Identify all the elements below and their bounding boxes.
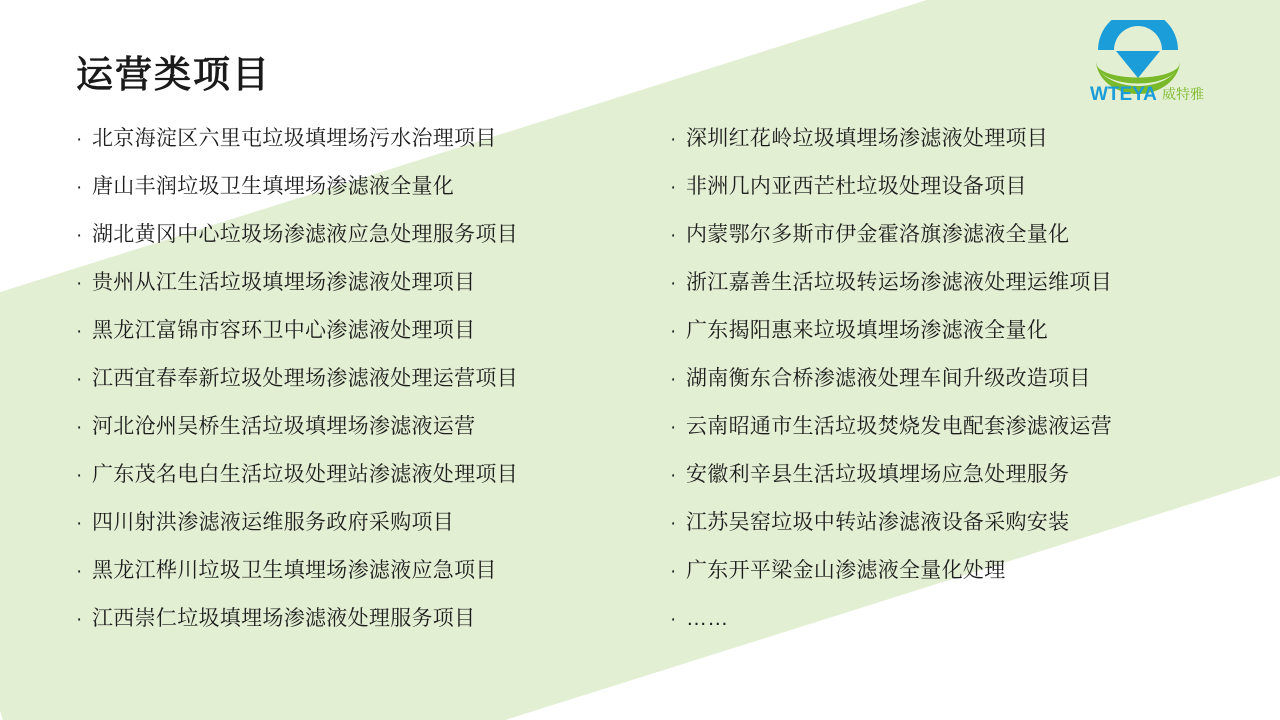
list-item-label: 内蒙鄂尔多斯市伊金霍洛旗渗滤液全量化 [686,223,1070,246]
list-item-label: 湖南衡东合桥渗滤液处理车间升级改造项目 [686,367,1091,390]
project-columns [76,128,1206,656]
list-item [670,368,1206,389]
right-project-list [670,128,1206,656]
bullet-icon: · [76,273,83,294]
list-item-label: 云南昭通市生活垃圾焚烧发电配套渗滤液运营 [686,415,1112,438]
list-item-label: 北京海淀区六里屯垃圾填埋场污水治理项目 [92,127,497,150]
list-item [670,512,1206,533]
list-item [670,560,1206,581]
list-item [670,224,1206,245]
list-item-label: 江西崇仁垃圾填埋场渗滤液处理服务项目 [92,607,476,630]
page-title: 运营类项目 [76,54,271,95]
list-item-label: 湖北黄冈中心垃圾场渗滤液应急处理服务项目 [92,223,518,246]
bullet-icon: · [670,321,677,342]
list-item-label: 安徽利辛县生活垃圾填埋场应急处理服务 [686,463,1070,486]
bullet-icon: · [76,465,83,486]
list-item-label: 浙江嘉善生活垃圾转运场渗滤液处理运维项目 [686,271,1112,294]
bullet-icon: · [76,177,83,198]
bullet-icon: · [670,369,677,390]
list-item-label: 河北沧州吴桥生活垃圾填埋场渗滤液运营 [92,415,476,438]
list-item [76,512,612,533]
list-item-label: 非洲几内亚西芒杜垃圾处理设备项目 [686,175,1027,198]
bullet-icon: · [670,417,677,438]
logo-wordmark: WTEYA [1090,84,1157,105]
list-item-label: 广东揭阳惠来垃圾填埋场渗滤液全量化 [686,319,1049,342]
list-item [76,368,612,389]
list-item-label: 广东开平梁金山渗滤液全量化处理 [686,559,1006,582]
list-item-label: 黑龙江桦川垃圾卫生填埋场渗滤液应急项目 [92,559,497,582]
bullet-icon: · [76,225,83,246]
bullet-icon: · [670,177,677,198]
list-item [76,464,612,485]
bullet-icon: · [670,465,677,486]
bullet-icon: · [670,561,677,582]
list-item [76,176,612,197]
list-item [76,560,612,581]
list-item [76,320,612,341]
list-item-label: 江西宜春奉新垃圾处理场渗滤液处理运营项目 [92,367,518,390]
list-item-label: 江苏吴窑垃圾中转站渗滤液设备采购安装 [686,511,1070,534]
list-item [670,272,1206,293]
bullet-icon: · [670,129,677,150]
company-logo [1080,20,1232,106]
bullet-icon: · [76,321,83,342]
list-item [76,608,612,629]
list-item [670,416,1206,437]
list-item [670,128,1206,149]
list-item-label: 黑龙江富锦市容环卫中心渗滤液处理项目 [92,319,476,342]
bullet-icon: · [76,369,83,390]
list-item-label: 贵州从江生活垃圾填埋场渗滤液处理项目 [92,271,476,294]
list-item-label: 四川射洪渗滤液运维服务政府采购项目 [92,511,455,534]
list-item [76,416,612,437]
list-item-label: …… [686,607,729,630]
bullet-icon: · [76,609,83,630]
bullet-icon: · [76,561,83,582]
bullet-icon: · [76,417,83,438]
bullet-icon: · [670,225,677,246]
list-item [76,224,612,245]
list-item [670,464,1206,485]
bullet-icon: · [670,609,677,630]
bullet-icon: · [76,129,83,150]
list-item [670,320,1206,341]
list-item-label: 广东茂名电白生活垃圾处理站渗滤液处理项目 [92,463,518,486]
list-item [670,176,1206,197]
logo-chinese-name: 威特雅 [1162,86,1204,102]
list-item-label: 唐山丰润垃圾卫生填埋场渗滤液全量化 [92,175,455,198]
left-project-list [76,128,612,656]
list-item-label: 深圳红花岭垃圾填埋场渗滤液处理项目 [686,127,1049,150]
list-item [670,608,1206,629]
bullet-icon: · [670,513,677,534]
list-item [76,272,612,293]
list-item [76,128,612,149]
bullet-icon: · [76,513,83,534]
bullet-icon: · [670,273,677,294]
